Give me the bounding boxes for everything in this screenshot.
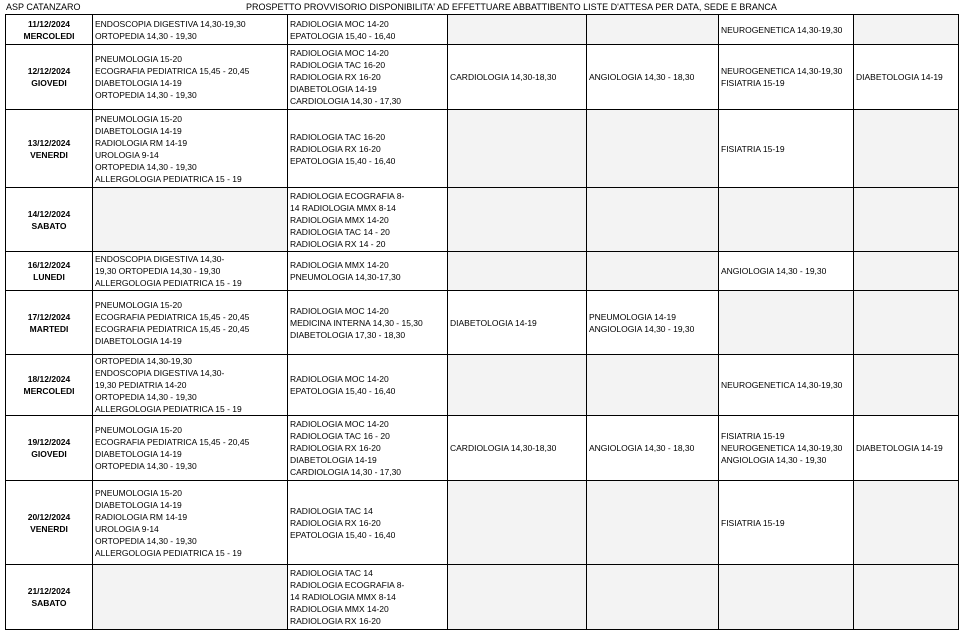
schedule-cell-sede-d	[587, 416, 719, 481]
service-entry: RADIOLOGIA TAC 16-20	[290, 60, 386, 70]
service-entry: EPATOLOGIA 15,40 - 16,40	[290, 386, 396, 396]
schedule-body	[6, 15, 959, 630]
schedule-cell-sede-c	[448, 291, 587, 355]
schedule-cell-sede-f	[854, 291, 959, 355]
service-entry: DIABETOLOGIA 17,30 - 18,30	[290, 329, 406, 340]
service-entry: ECOGRAFIA PEDIATRICA 15,45 - 20,45	[95, 437, 250, 447]
service-entry: RADIOLOGIA RX 16-20	[290, 72, 381, 82]
schedule-cell-sede-f	[854, 355, 959, 416]
service-entry: RADIOLOGIA RX 16-20	[290, 143, 381, 154]
service-entry: DIABETOLOGIA 14-19	[95, 499, 182, 510]
schedule-cell-sede-a	[93, 416, 288, 481]
date-cell	[6, 291, 93, 355]
table-row	[6, 110, 959, 188]
weekday-label: GIOVEDI	[31, 78, 67, 88]
schedule-cell-sede-e	[719, 291, 854, 355]
schedule-cell-sede-f	[854, 110, 959, 188]
service-entry: RADIOLOGIA MMX 14-20	[290, 214, 389, 225]
schedule-cell-sede-d	[587, 481, 719, 565]
service-entry: RADIOLOGIA ECOGRAFIA 8-	[290, 580, 405, 590]
service-entry: RADIOLOGIA TAC 14	[290, 568, 373, 578]
service-entry: ORTOPEDIA 14,30 - 19,30	[95, 30, 197, 41]
schedule-cell-sede-f	[854, 188, 959, 252]
schedule-cell-sede-e	[719, 481, 854, 565]
table-row	[6, 416, 959, 481]
service-entry: FISIATRIA 15-19	[721, 143, 785, 154]
service-entry: PNEUMOLOGIA 14,30-17,30	[290, 272, 401, 282]
date-cell	[6, 45, 93, 110]
service-entry: ENDOSCOPIA DIGESTIVA 14,30-19,30	[95, 18, 246, 29]
service-entry: ECOGRAFIA PEDIATRICA 15,45 - 20,45	[95, 311, 250, 322]
schedule-cell-sede-a	[93, 110, 288, 188]
service-entry: ANGIOLOGIA 14,30 - 18,30	[589, 72, 695, 82]
service-entry: ORTOPEDIA 14,30-19,30	[95, 356, 193, 366]
service-entry: NEUROGENETICA 14,30-19,30	[721, 66, 843, 76]
service-entry: ANGIOLOGIA 14,30 - 19,30	[589, 323, 695, 334]
service-entry: RADIOLOGIA RX 14 - 20	[290, 238, 386, 249]
table-row	[6, 188, 959, 252]
service-entry: RADIOLOGIA RX 16-20	[290, 443, 381, 453]
service-entry: DIABETOLOGIA 14-19	[290, 455, 377, 465]
weekday-label: MARTEDI	[29, 323, 69, 334]
service-entry: RADIOLOGIA ECOGRAFIA 8-	[290, 190, 405, 201]
service-entry: ORTOPEDIA 14,30 - 19,30	[95, 392, 197, 402]
service-entry: ECOGRAFIA PEDIATRICA 15,45 - 20,45	[95, 66, 250, 76]
table-row	[6, 291, 959, 355]
schedule-cell-sede-c	[448, 45, 587, 110]
schedule-cell-sede-f	[854, 481, 959, 565]
schedule-cell-sede-b	[288, 15, 448, 45]
service-entry: DIABETOLOGIA 14-19	[856, 443, 943, 453]
service-entry: ENDOSCOPIA DIGESTIVA 14,30-	[95, 254, 225, 264]
schedule-cell-sede-e	[719, 355, 854, 416]
schedule-cell-sede-c	[448, 565, 587, 630]
service-entry: PNEUMOLOGIA 14-19	[589, 311, 676, 322]
service-entry: ALLERGOLOGIA PEDIATRICA 15 - 19	[95, 404, 242, 414]
service-entry: ANGIOLOGIA 14,30 - 19,30	[721, 455, 827, 465]
date-label: 11/12/2024	[27, 18, 71, 29]
service-entry: RADIOLOGIA RM 14-19	[95, 511, 188, 522]
date-label: 14/12/2024	[27, 208, 71, 219]
schedule-cell-sede-e	[719, 416, 854, 481]
service-entry: RADIOLOGIA RX 16-20	[290, 517, 381, 528]
weekday-label: VENERDI	[30, 523, 68, 534]
document-title: PROSPETTO PROVVISORIO DISPONIBILITA' AD EFFETTUARE ABBATTIBENTO LISTE D'ATTESA PER DATA, SEDE E BRANCA	[246, 2, 777, 12]
service-entry: RADIOLOGIA MOC 14-20	[290, 18, 389, 29]
service-entry: RADIOLOGIA TAC 16-20	[290, 131, 386, 142]
schedule-cell-sede-e	[719, 110, 854, 188]
date-label: 17/12/2024	[27, 311, 71, 322]
schedule-cell-sede-e	[719, 45, 854, 110]
schedule-cell-sede-f	[854, 416, 959, 481]
service-entry: PNEUMOLOGIA 15-20	[95, 113, 182, 124]
schedule-cell-sede-c	[448, 481, 587, 565]
schedule-cell-sede-d	[587, 110, 719, 188]
service-entry: ANGIOLOGIA 14,30 - 19,30	[721, 266, 827, 276]
schedule-cell-sede-e	[719, 188, 854, 252]
service-entry: FISIATRIA 15-19	[721, 517, 785, 528]
date-cell	[6, 355, 93, 416]
service-entry: NEUROGENETICA 14,30-19,30	[721, 380, 843, 390]
schedule-cell-sede-f	[854, 15, 959, 45]
service-entry: MEDICINA INTERNA 14,30 - 15,30	[290, 317, 423, 328]
service-entry: PNEUMOLOGIA 15-20	[95, 425, 182, 435]
service-entry: ALLERGOLOGIA PEDIATRICA 15 - 19	[95, 278, 242, 288]
service-entry: 14 RADIOLOGIA MMX 8-14	[290, 592, 396, 602]
service-entry: DIABETOLOGIA 14-19	[95, 125, 182, 136]
schedule-cell-sede-a	[93, 481, 288, 565]
service-entry: DIABETOLOGIA 14-19	[95, 335, 182, 346]
service-entry: PNEUMOLOGIA 15-20	[95, 299, 182, 310]
service-entry: PNEUMOLOGIA 15-20	[95, 54, 182, 64]
service-entry: FISIATRIA 15-19	[721, 78, 785, 88]
service-entry: ANGIOLOGIA 14,30 - 18,30	[589, 443, 695, 453]
schedule-cell-sede-e	[719, 565, 854, 630]
schedule-cell-sede-e	[719, 252, 854, 291]
weekday-label: SABATO	[31, 220, 67, 231]
schedule-cell-sede-c	[448, 15, 587, 45]
service-entry: RADIOLOGIA MMX 14-20	[290, 604, 389, 614]
schedule-cell-sede-d	[587, 15, 719, 45]
schedule-table	[5, 14, 959, 630]
date-label: 16/12/2024	[27, 260, 71, 270]
date-label: 20/12/2024	[27, 511, 71, 522]
service-entry: DIABETOLOGIA 14-19	[95, 78, 182, 88]
schedule-cell-sede-c	[448, 416, 587, 481]
service-entry: CARDIOLOGIA 14,30-18,30	[450, 72, 557, 82]
service-entry: RADIOLOGIA RX 16-20	[290, 616, 381, 626]
schedule-cell-sede-b	[288, 481, 448, 565]
schedule-cell-sede-c	[448, 355, 587, 416]
schedule-cell-sede-a	[93, 355, 288, 416]
service-entry: ECOGRAFIA PEDIATRICA 15,45 - 20,45	[95, 323, 250, 334]
service-entry: ORTOPEDIA 14,30 - 19,30	[95, 161, 197, 172]
schedule-cell-sede-c	[448, 188, 587, 252]
header-org: ASP CATANZARO	[6, 2, 81, 12]
date-label: 12/12/2024	[27, 66, 71, 76]
schedule-cell-sede-a	[93, 188, 288, 252]
date-label: 18/12/2024	[27, 374, 71, 384]
service-entry: CARDIOLOGIA 14,30 - 17,30	[290, 96, 402, 106]
schedule-cell-sede-d	[587, 565, 719, 630]
schedule-cell-sede-a	[93, 565, 288, 630]
service-entry: DIABETOLOGIA 14-19	[290, 84, 377, 94]
service-entry: 14 RADIOLOGIA MMX 8-14	[290, 202, 396, 213]
service-entry: CARDIOLOGIA 14,30-18,30	[450, 443, 557, 453]
service-entry: RADIOLOGIA MMX 14-20	[290, 260, 389, 270]
schedule-cell-sede-c	[448, 252, 587, 291]
date-cell	[6, 252, 93, 291]
date-cell	[6, 15, 93, 45]
schedule-cell-sede-d	[587, 355, 719, 416]
table-row	[6, 565, 959, 630]
service-entry: RADIOLOGIA TAC 14 - 20	[290, 226, 390, 237]
schedule-cell-sede-e	[719, 15, 854, 45]
service-entry: EPATOLOGIA 15,40 - 16,40	[290, 30, 396, 41]
table-row	[6, 15, 959, 45]
service-entry: EPATOLOGIA 15,40 - 16,40	[290, 529, 396, 540]
service-entry: RADIOLOGIA MOC 14-20	[290, 419, 389, 429]
service-entry: FISIATRIA 15-19	[721, 431, 785, 441]
service-entry: DIABETOLOGIA 14-19	[450, 317, 537, 328]
schedule-cell-sede-a	[93, 45, 288, 110]
date-label: 13/12/2024	[27, 137, 71, 148]
service-entry: RADIOLOGIA TAC 16 - 20	[290, 431, 390, 441]
date-label: 19/12/2024	[27, 437, 71, 447]
schedule-cell-sede-c	[448, 110, 587, 188]
schedule-cell-sede-a	[93, 252, 288, 291]
schedule-cell-sede-b	[288, 565, 448, 630]
schedule-cell-sede-b	[288, 355, 448, 416]
service-entry: PNEUMOLOGIA 15-20	[95, 487, 182, 498]
service-entry: EPATOLOGIA 15,40 - 16,40	[290, 155, 396, 166]
table-row	[6, 252, 959, 291]
schedule-cell-sede-b	[288, 188, 448, 252]
service-entry: ORTOPEDIA 14,30 - 19,30	[95, 90, 197, 100]
schedule-cell-sede-f	[854, 252, 959, 291]
schedule-cell-sede-d	[587, 45, 719, 110]
weekday-label: VENERDI	[30, 149, 68, 160]
weekday-label: MERCOLEDI	[23, 386, 75, 396]
date-cell	[6, 188, 93, 252]
schedule-cell-sede-d	[587, 188, 719, 252]
service-entry: RADIOLOGIA MOC 14-20	[290, 374, 389, 384]
schedule-cell-sede-b	[288, 416, 448, 481]
date-cell	[6, 565, 93, 630]
table-row	[6, 481, 959, 565]
service-entry: ENDOSCOPIA DIGESTIVA 14,30-	[95, 368, 225, 378]
weekday-label: LUNEDI	[33, 272, 65, 282]
service-entry: UROLOGIA 9-14	[95, 523, 159, 534]
schedule-cell-sede-a	[93, 15, 288, 45]
schedule-cell-sede-b	[288, 45, 448, 110]
weekday-label: MERCOLEDI	[23, 30, 75, 41]
schedule-cell-sede-a	[93, 291, 288, 355]
date-cell	[6, 110, 93, 188]
weekday-label: SABATO	[31, 598, 67, 608]
service-entry: NEUROGENETICA 14,30-19,30	[721, 24, 843, 35]
service-entry: DIABETOLOGIA 14-19	[95, 449, 182, 459]
service-entry: ALLERGOLOGIA PEDIATRICA 15 - 19	[95, 547, 242, 558]
service-entry: RADIOLOGIA MOC 14-20	[290, 48, 389, 58]
schedule-cell-sede-d	[587, 291, 719, 355]
service-entry: CARDIOLOGIA 14,30 - 17,30	[290, 467, 402, 477]
service-entry: ORTOPEDIA 14,30 - 19,30	[95, 535, 197, 546]
date-label: 21/12/2024	[27, 586, 71, 596]
table-row	[6, 355, 959, 416]
service-entry: UROLOGIA 9-14	[95, 149, 159, 160]
service-entry: RADIOLOGIA RM 14-19	[95, 137, 188, 148]
schedule-cell-sede-b	[288, 110, 448, 188]
schedule-cell-sede-d	[587, 252, 719, 291]
schedule-cell-sede-b	[288, 291, 448, 355]
date-cell	[6, 416, 93, 481]
service-entry: RADIOLOGIA TAC 14	[290, 505, 373, 516]
service-entry: 19,30 ORTOPEDIA 14,30 - 19,30	[95, 266, 221, 276]
service-entry: ALLERGOLOGIA PEDIATRICA 15 - 19	[95, 173, 242, 184]
table-row	[6, 45, 959, 110]
service-entry: NEUROGENETICA 14,30-19,30	[721, 443, 843, 453]
date-cell	[6, 481, 93, 565]
weekday-label: GIOVEDI	[31, 449, 67, 459]
service-entry: RADIOLOGIA MOC 14-20	[290, 305, 389, 316]
service-entry: DIABETOLOGIA 14-19	[856, 72, 943, 82]
schedule-cell-sede-b	[288, 252, 448, 291]
service-entry: 19,30 PEDIATRIA 14-20	[95, 380, 187, 390]
schedule-cell-sede-f	[854, 45, 959, 110]
service-entry: ORTOPEDIA 14,30 - 19,30	[95, 461, 197, 471]
schedule-cell-sede-f	[854, 565, 959, 630]
